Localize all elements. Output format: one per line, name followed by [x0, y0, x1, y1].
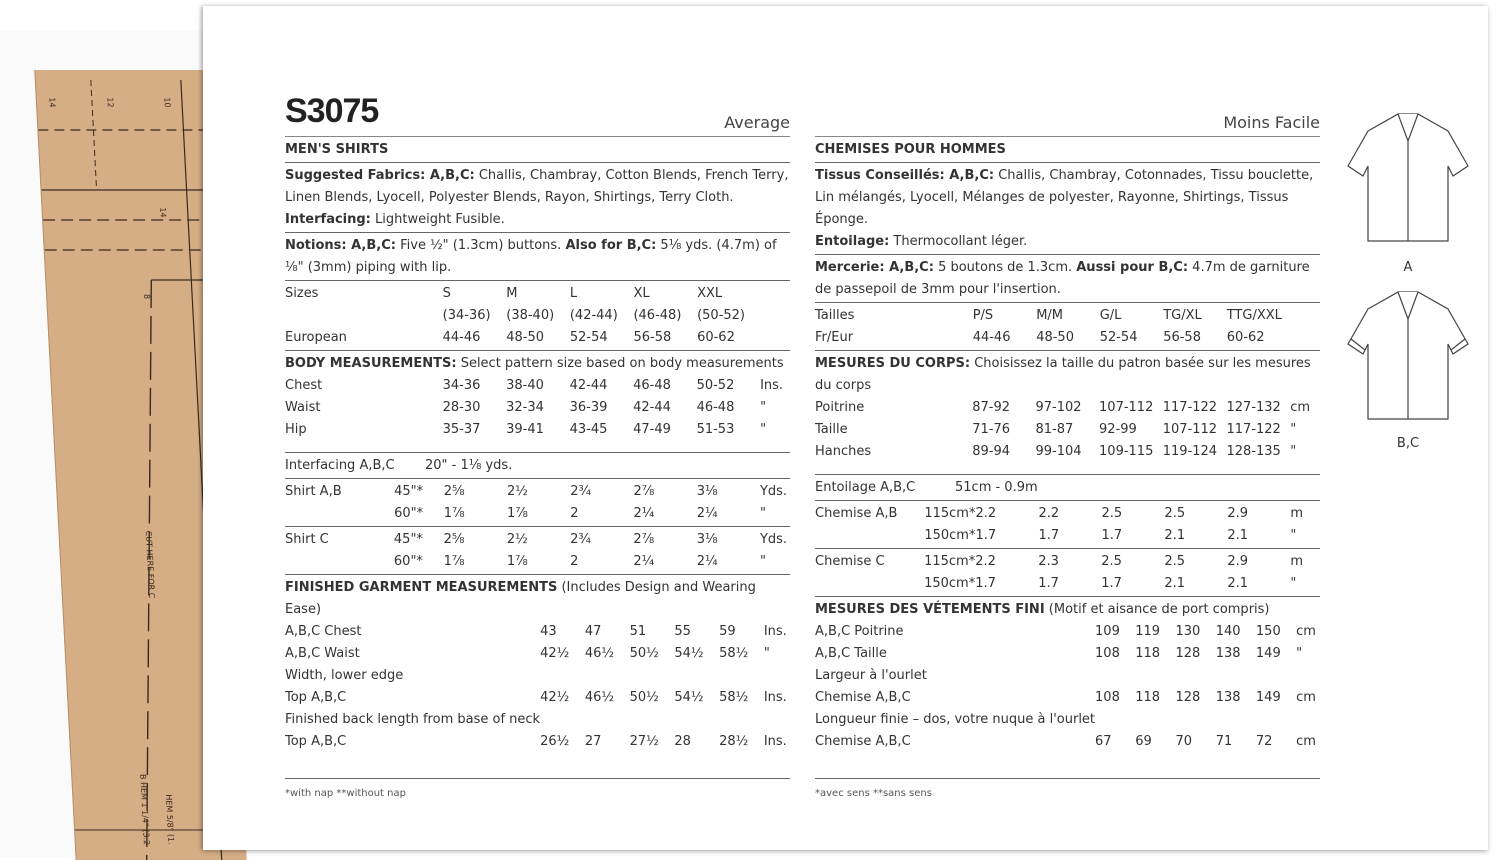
shirt-a-drawing: [1343, 106, 1473, 466]
measurement-cell: [674, 709, 719, 731]
yardage-cell: 1⅞: [506, 554, 528, 569]
unit-cell: cm: [1296, 624, 1316, 639]
measurement-cell: [1256, 665, 1296, 687]
measurement-cell: 92-99: [1099, 422, 1137, 437]
unit-cell: ": [760, 422, 767, 437]
size-cell: P/S: [972, 308, 994, 323]
european-cell: 44-46: [972, 330, 1011, 345]
measurement-cell: 28: [674, 734, 691, 749]
nap-note-en: *with nap **without nap: [285, 788, 406, 799]
measurement-row: Chemise A,B,C 67 69 70 71 72 cm: [815, 731, 1320, 753]
sizes-table: Sizes S M L XL XXL (34-36) (38-40) (42-44) (46-48) (50-52) European 44-46 48-50 52-54 56-58 60-62: [285, 281, 790, 351]
measurement-row: A,B,C Taille 108 118 128 138 149 ": [815, 643, 1320, 665]
measurement-cell: [630, 709, 675, 731]
yardage-cell: 2¼: [696, 554, 718, 569]
yardage-cell: 1.7: [1101, 576, 1122, 591]
measurement-cell: 108: [1095, 646, 1120, 661]
size-cell: G/L: [1099, 308, 1122, 323]
measurement-row: A,B,C Waist 42½ 46½ 50½ 54½ 58½ ": [285, 643, 790, 665]
unit-cell: Ins.: [760, 378, 784, 393]
yardage-table-en-c: [285, 527, 790, 575]
hem-b-label: B HEM 1 1/4" (3.2: [138, 773, 151, 846]
yardage-cell: 2.9: [1227, 506, 1249, 521]
view-bc-label: B,C: [1396, 436, 1420, 451]
european-cell: 44-46: [442, 330, 481, 345]
sizes-table-fr: Tailles P/S M/M G/L TG/XL TTG/XXL Fr/Eur 44-46 48-50 52-54 56-58 60-62: [815, 303, 1320, 351]
unit-cell: ": [760, 400, 767, 415]
measurement-cell: [1135, 709, 1175, 731]
unit-cell: ": [763, 646, 770, 661]
measurement-cell: [540, 665, 585, 687]
fabric-width-cell: 150cm*: [924, 528, 976, 543]
measurement-cell: 109-115: [1099, 444, 1154, 459]
measurement-row: Largeur à l'ourlet: [815, 665, 1320, 687]
yardage-cell: 2.1: [1164, 528, 1186, 543]
yardage-cell: 1.7: [1038, 576, 1059, 591]
yardage-row: Shirt A,B 45"* 2⅝ 2½ 2¾ 2⅞ 3⅛ Yds.: [285, 481, 790, 503]
measurement-cell: 87-92: [972, 400, 1010, 415]
size-cell: XXL: [697, 286, 723, 301]
measurement-cell: 97-102: [1035, 400, 1082, 415]
measurement-cell: 149: [1255, 646, 1281, 661]
footnote-divider-en: [285, 778, 790, 779]
measurement-cell: 119: [1135, 624, 1161, 639]
measurement-cell: 42½: [540, 646, 570, 661]
measurement-cell: [1256, 709, 1296, 731]
pattern-number-12: 12: [105, 97, 115, 108]
yardage-cell: 2.2: [1038, 506, 1060, 521]
measurement-cell: 128: [1175, 646, 1201, 661]
yardage-cell: 2¼: [633, 506, 655, 521]
measurement-cell: 27: [584, 734, 602, 749]
yardage-cell: 2¼: [633, 554, 655, 569]
yardage-cell: 2.9: [1227, 554, 1249, 569]
measurement-cell: 47-49: [633, 422, 671, 437]
yardage-cell: 2½: [506, 532, 528, 547]
measurement-row: Longueur finie – dos, votre nuque à l'ourlet: [815, 709, 1320, 731]
measurement-cell: [630, 665, 675, 687]
unit-cell: ": [1290, 528, 1297, 543]
measurement-cell: 58½: [719, 690, 749, 705]
yardage-cell: 2.5: [1101, 554, 1122, 569]
yardage-cell: 2.1: [1227, 528, 1249, 543]
measurement-cell: 39-41: [506, 422, 544, 437]
measurement-cell: 38-40: [506, 378, 544, 393]
measurement-row: Top A,B,C 26½ 27 27½ 28 28½ Ins.: [285, 731, 790, 753]
yardage-cell: 2¾: [570, 532, 591, 547]
measurement-row: Top A,B,C 42½ 46½ 50½ 54½ 58½ Ins.: [285, 687, 790, 709]
unit-cell: [1296, 709, 1320, 731]
yardage-table-fr-c: [815, 549, 1320, 597]
measurement-cell: 50½: [629, 690, 659, 705]
pattern-number-14: 14: [47, 97, 57, 108]
measurement-cell: 46½: [584, 646, 614, 661]
size-cell: TTG/XXL: [1226, 308, 1282, 323]
yardage-cell: 1⅞: [506, 506, 528, 521]
size-cell: L: [569, 286, 578, 301]
french-column: [815, 106, 1320, 754]
unit-cell: m: [1290, 554, 1304, 569]
fabric-width-cell: 45"*: [393, 532, 423, 547]
finished-measurements-fr: MESURES DES VÉTEMENTS FINI (Motif et aisance de port compris) A,B,C Poitrine 109 119 130 140 150 cm A,B,C Taille 108 118 128 138 149 " Largeur à l'ourlet Chemise A,B,C 108 118 128 138 149 cm Longueur finie – dos, votre nuque à l'ourlet Chemise A,B,C 67 69 70 71 72 cm: [815, 597, 1320, 754]
body-measurements-fr: MESURES DU CORPS: Choisissez la taille du patron basée sur les mesures du corps Poitrine 87-92 97-102 107-112 117-122 127-132 cm Taille 71-76 81-87 92-99 107-112 117-122 " Hanches 89-94 99-104 109-115 119-124 128-135 ": [815, 351, 1320, 475]
measurement-cell: 28½: [719, 734, 749, 749]
measurement-cell: 149: [1255, 690, 1281, 705]
size-cell: TG/XL: [1163, 308, 1202, 323]
measurement-cell: 58½: [719, 646, 749, 661]
yardage-cell: 3⅛: [696, 484, 718, 499]
measurement-cell: 81-87: [1035, 422, 1074, 437]
measurement-cell: 51-53: [696, 422, 735, 437]
french-header: [815, 106, 1320, 137]
fabric-width-cell: 60"*: [394, 506, 424, 521]
measurement-cell: [1095, 665, 1135, 687]
measurement-cell: 46-48: [696, 400, 735, 415]
measurement-cell: 54½: [674, 646, 704, 661]
hem-58-label: HEM 5/8" (1.: [163, 794, 176, 845]
pattern-number: S3075: [285, 92, 379, 130]
measurement-row: Hanches 89-94 99-104 109-115 119-124 128-135 ": [815, 441, 1320, 463]
unit-cell: cm: [1296, 690, 1316, 705]
european-cell: 52-54: [1099, 330, 1138, 345]
unit-cell: ": [1290, 576, 1297, 591]
size-range-cell: (34-36): [442, 308, 491, 323]
measurement-row: Chest 34-36 38-40 42-44 46-48 50-52 Ins.: [285, 375, 790, 397]
measurement-row: Waist 28-30 32-34 36-39 42-44 46-48 ": [285, 397, 790, 419]
yardage-cell: 2⅝: [443, 532, 465, 547]
size-cell: M: [506, 286, 518, 301]
measurement-cell: 43-45: [569, 422, 608, 437]
yardage-cell: 1.7: [975, 528, 997, 543]
european-cell: 52-54: [569, 330, 608, 345]
unit-cell: ": [1290, 444, 1297, 459]
measurement-row: Hip 35-37 39-41 43-45 47-49 51-53 ": [285, 419, 790, 441]
yardage-cell: 3⅛: [696, 532, 718, 547]
yardage-cell: 2.2: [975, 506, 997, 521]
garment-title: MEN'S SHIRTS: [285, 137, 790, 163]
measurement-cell: 109: [1095, 624, 1120, 639]
measurement-cell: [1216, 709, 1256, 731]
european-cell: 60-62: [697, 330, 735, 345]
measurement-cell: 118: [1135, 690, 1161, 705]
measurement-cell: 55: [674, 624, 691, 639]
garment-title-fr: CHEMISES POUR HOMMES: [815, 137, 1320, 163]
measurement-cell: 117-122: [1162, 400, 1218, 415]
measurement-row: Width, lower edge: [285, 665, 790, 687]
pattern-number-14b: 14: [158, 207, 168, 218]
measurement-cell: 28-30: [442, 400, 481, 415]
measurement-cell: 54½: [674, 690, 704, 705]
yardage-cell: 2⅝: [443, 484, 465, 499]
english-column: [285, 92, 790, 754]
yardage-cell: 1.7: [1101, 528, 1123, 543]
measurement-cell: 108: [1095, 690, 1120, 705]
measurement-cell: [1095, 709, 1135, 731]
measurement-cell: 50½: [629, 646, 659, 661]
measurement-row: Taille 71-76 81-87 92-99 107-112 117-122 ": [815, 419, 1320, 441]
measurement-cell: 27½: [629, 734, 659, 749]
yardage-table-fr: [815, 501, 1320, 549]
interfacing-yardage-fr: Entoilage A,B,C 51cm - 0.9m: [815, 475, 1320, 501]
finished-measurements: FINISHED GARMENT MEASUREMENTS (Includes Design and Wearing Ease) A,B,C Chest 43 47 51 55 59 Ins. A,B,C Waist 42½ 46½ 50½ 54½ 58½ " Width, lower edge Top A,B,C 42½ 46½ 50½ 54½ 58½ Ins. Finished back length from base of neck Top A,B,C 26½ 27 27½ 28 28½ Ins.: [285, 575, 790, 754]
measurement-cell: 69: [1135, 734, 1152, 749]
size-range-cell: (50-52): [697, 308, 745, 323]
yardage-cell: 2½: [506, 484, 528, 499]
measurement-cell: 51: [629, 624, 647, 639]
measurement-cell: 117-122: [1226, 422, 1281, 437]
measurement-row: A,B,C Poitrine 109 119 130 140 150 cm: [815, 621, 1320, 643]
measurement-row: A,B,C Chest 43 47 51 55 59 Ins.: [285, 621, 790, 643]
suggested-fabrics-fr: Tissus Conseillés: A,B,C: Challis, Chambray, Cotonnades, Tissu bouclette, Lin mélangés, Lyocell, Mélanges de polyester, Rayonne, Shirtings, Tissus Éponge. Entoilage: Thermocollant léger.: [815, 163, 1320, 255]
unit-cell: Yds.: [759, 532, 788, 547]
fabric-width-cell: 60"*: [393, 554, 423, 569]
interfacing-yardage: Interfacing A,B,C 20" - 1⅛ yds.: [285, 453, 790, 479]
measurement-cell: 72: [1255, 734, 1273, 749]
yardage-row: [285, 503, 790, 525]
nap-note-fr: *avec sens **sans sens: [815, 788, 932, 799]
yardage-cell: 2⅞: [633, 532, 655, 547]
measurement-cell: 118: [1135, 646, 1161, 661]
size-range-cell: (42-44): [569, 308, 618, 323]
pattern-number-10: 10: [162, 97, 172, 108]
suggested-fabrics: Suggested Fabrics: A,B,C: Challis, Chambray, Cotton Blends, French Terry, Linen Blends, Lyocell, Polyester Blends, Rayon, Shirtings, Terry Cloth. Interfacing: Lightweight Fusible.: [285, 163, 790, 233]
body-measurements: BODY MEASUREMENTS: Select pattern size based on body measurements Chest 34-36 38-40 42-44 46-48 50-52 Ins. Waist 28-30 32-34 36-39 42-44 46-48 " Hip 35-37 39-41 43-45 47-49 51-53 ": [285, 351, 790, 453]
measurement-cell: [719, 709, 764, 731]
yardage-cell: 2.5: [1101, 506, 1123, 521]
measurement-cell: 71: [1215, 734, 1233, 749]
cut-here-label: CUT HERE FOR C: [143, 530, 157, 599]
unit-cell: Ins.: [763, 734, 787, 749]
measurement-cell: [1216, 665, 1256, 687]
european-cell: 48-50: [1036, 330, 1074, 345]
yardage-cell: 1⅞: [443, 554, 465, 569]
unit-cell: [1296, 665, 1320, 687]
unit-cell: cm: [1296, 734, 1316, 749]
measurement-cell: 107-112: [1162, 422, 1218, 437]
measurement-cell: 150: [1255, 624, 1281, 639]
yardage-cell: 2.3: [1038, 554, 1059, 569]
measurement-cell: 47: [584, 624, 602, 639]
unit-cell: ": [1296, 646, 1303, 661]
measurement-cell: 128: [1175, 690, 1201, 705]
measurement-cell: 99-104: [1035, 444, 1082, 459]
measurement-cell: 71-76: [972, 422, 1010, 437]
unit-cell: ": [759, 506, 766, 521]
yardage-row: [815, 573, 1320, 595]
unit-cell: ": [1290, 422, 1297, 437]
yardage-cell: 2: [570, 506, 579, 521]
measurement-cell: 34-36: [442, 378, 481, 393]
yardage-cell: 2.5: [1164, 554, 1185, 569]
yardage-cell: 2: [570, 554, 579, 569]
measurement-cell: [1135, 665, 1175, 687]
measurement-row: Finished back length from base of neck: [285, 709, 790, 731]
measurement-cell: [585, 709, 630, 731]
footnote-divider-fr: [815, 778, 1320, 779]
measurement-cell: [540, 709, 585, 731]
measurement-cell: 42-44: [569, 378, 608, 393]
fabric-width-cell: 150cm*: [924, 576, 976, 591]
yardage-row: Chemise A,B 115cm* 2.2 2.2 2.5 2.5 2.9 m: [815, 503, 1320, 525]
english-header: [285, 92, 790, 137]
unit-cell: ": [759, 554, 766, 569]
yardage-cell: 1.7: [975, 576, 996, 591]
measurement-cell: [1175, 665, 1215, 687]
measurement-cell: 50-52: [696, 378, 735, 393]
yardage-row: Chemise C 115cm* 2.2 2.3 2.5 2.5 2.9 m: [815, 551, 1320, 573]
unit-cell: m: [1290, 506, 1304, 521]
measurement-cell: 70: [1175, 734, 1193, 749]
yardage-cell: 2¾: [570, 484, 592, 499]
european-cell: 48-50: [506, 330, 545, 345]
measurement-cell: 32-34: [506, 400, 544, 415]
measurement-cell: [719, 665, 764, 687]
yardage-cell: 1.7: [1038, 528, 1060, 543]
yardage-table-en: [285, 479, 790, 527]
yardage-row: [815, 525, 1320, 547]
unit-cell: Ins.: [763, 690, 787, 705]
measurement-cell: 46½: [584, 690, 614, 705]
measurement-cell: [1175, 709, 1215, 731]
measurement-cell: 67: [1095, 734, 1112, 749]
yardage-cell: 2.2: [975, 554, 996, 569]
yardage-row: [285, 551, 790, 573]
measurement-cell: [674, 665, 719, 687]
measurement-cell: 42½: [540, 690, 570, 705]
size-cell: XL: [633, 286, 650, 301]
measurement-row: Chemise A,B,C 108 118 128 138 149 cm: [815, 687, 1320, 709]
envelope-sheet: [203, 6, 1488, 850]
size-range-cell: (46-48): [633, 308, 682, 323]
yardage-row: Shirt C 45"* 2⅝ 2½ 2¾ 2⅞ 3⅛ Yds.: [285, 529, 790, 551]
yardage-cell: 2¼: [696, 506, 718, 521]
unit-cell: cm: [1290, 400, 1311, 415]
measurement-cell: 42-44: [633, 400, 671, 415]
measurement-cell: 36-39: [569, 400, 608, 415]
yardage-cell: 1⅞: [443, 506, 465, 521]
yardage-cell: 2.1: [1164, 576, 1185, 591]
unit-cell: [764, 709, 790, 731]
european-cell: 56-58: [1163, 330, 1201, 345]
notions-fr: Mercerie: A,B,C: 5 boutons de 1.3cm. Aussi pour B,C: 4.7m de garniture de passepoil de 3mm pour l'insertion.: [815, 255, 1320, 303]
european-cell: 56-58: [633, 330, 672, 345]
measurement-cell: 35-37: [442, 422, 481, 437]
pattern-number-8: 8: [142, 293, 152, 300]
measurement-cell: 130: [1175, 624, 1201, 639]
measurement-cell: 128-135: [1226, 444, 1281, 459]
yardage-cell: 2.1: [1227, 576, 1249, 591]
measurement-cell: 46-48: [633, 378, 671, 393]
body-table: [285, 375, 790, 441]
measurement-cell: 107-112: [1099, 400, 1154, 415]
yardage-cell: 2⅞: [633, 484, 655, 499]
measurement-cell: 138: [1215, 690, 1241, 705]
fabric-width-cell: 115cm*: [924, 506, 976, 521]
measurement-cell: 119-124: [1162, 444, 1218, 459]
view-a-label: A: [1403, 260, 1413, 275]
difficulty-level-fr: Moins Facile: [1223, 113, 1320, 132]
notions: Notions: A,B,C: Five ½" (1.3cm) buttons. Also for B,C: 5⅛ yds. (4.7m) of ⅛" (3mm) piping with lip.: [285, 233, 790, 281]
yardage-cell: 2.5: [1164, 506, 1186, 521]
measurement-cell: 140: [1215, 624, 1241, 639]
technical-drawings: [1343, 106, 1473, 466]
measurement-cell: 138: [1215, 646, 1241, 661]
size-range-cell: (38-40): [506, 308, 555, 323]
unit-cell: [764, 665, 790, 687]
measurement-cell: 127-132: [1226, 400, 1281, 415]
measurement-row: Poitrine 87-92 97-102 107-112 117-122 127-132 cm: [815, 397, 1320, 419]
european-cell: 60-62: [1226, 330, 1265, 345]
measurement-cell: 89-94: [972, 444, 1010, 459]
size-cell: M/M: [1036, 308, 1064, 323]
measurement-cell: 43: [540, 624, 557, 639]
measurement-cell: 26½: [540, 734, 570, 749]
size-cell: S: [442, 286, 451, 301]
unit-cell: Yds.: [759, 484, 788, 499]
fabric-width-cell: 45"*: [394, 484, 424, 499]
fabric-width-cell: 115cm*: [924, 554, 976, 569]
difficulty-level: Average: [724, 113, 790, 132]
measurement-cell: [585, 665, 630, 687]
measurement-cell: 59: [719, 624, 736, 639]
unit-cell: Ins.: [763, 624, 787, 639]
